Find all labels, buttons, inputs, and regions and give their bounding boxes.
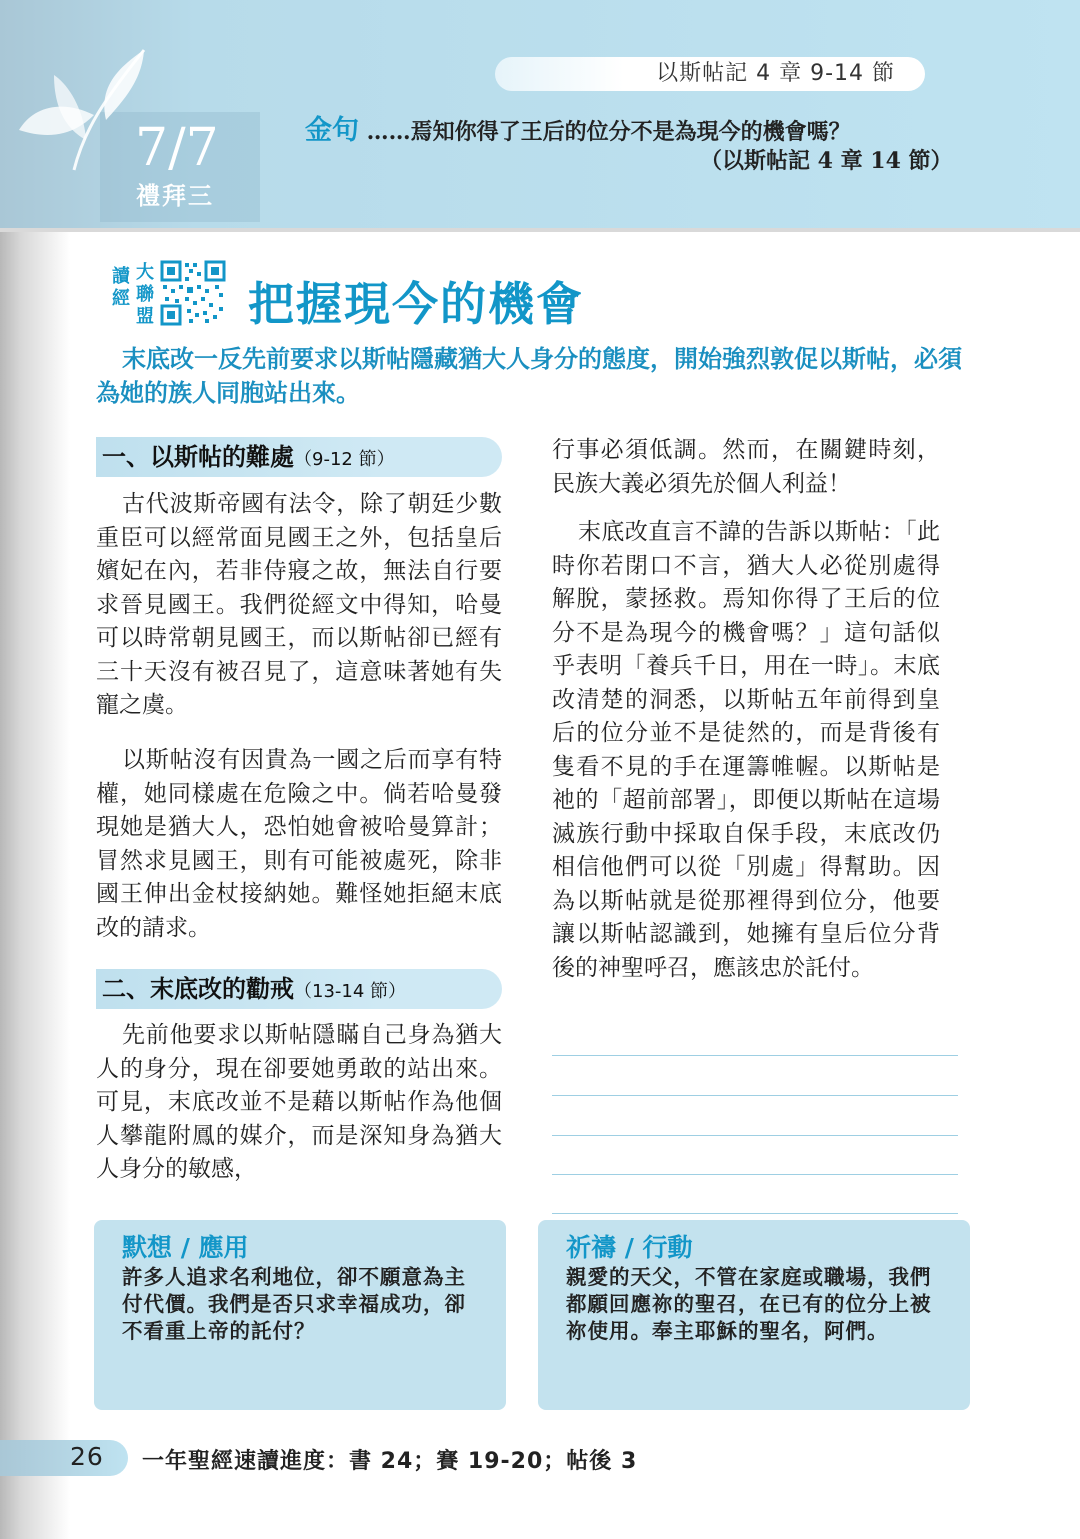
meditation-title: 默想 / 應用 bbox=[122, 1233, 249, 1262]
section1-para1: 古代波斯帝國有法令，除了朝廷少數重臣可以經常面見國王之外，包括皇后嬪妃在內，若非侍寢之故，無法自行要求晉見國王。我們從經文中得知，哈曼可以時常朝見國王，而以斯帖卻已經有三十天沒有被召見了，這意味著她有失寵之虞。 bbox=[96, 491, 502, 718]
qr-label-col2: 大聯盟 bbox=[136, 262, 154, 327]
weekday: 禮拜三 bbox=[136, 182, 214, 210]
golden-verse-text: ……焉知你得了王后的位分不是為現今的機會嗎？ bbox=[366, 119, 851, 145]
section1-para2: 以斯帖沒有因貴為一國之后而享有特權，她同樣處在危險之中。倘若哈曼發現她是猶大人，恐怕她會被哈曼算計；冒然求見國王，則有可能被處死，除非國王伸出金杖接納她。難怪她拒絕末底改的請求。 bbox=[96, 747, 502, 941]
prayer-text: 親愛的天父，不管在家庭或職場，我們都願回應祢的聖召，在已有的位分上被祢使用。奉主耶穌的聖名，阿們。 bbox=[566, 1265, 932, 1343]
date: 7/7 bbox=[135, 118, 219, 178]
section2-para1: 先前他要求以斯帖隱瞞自己身為猶大人的身分，現在卻要她勇敢的站出來。可見，末底改並不是藉以斯帖作為他個人攀龍附鳳的媒介，而是深知身為猶大人身分的敏感， bbox=[96, 1022, 502, 1182]
section1-verses: （9-12 節） bbox=[294, 449, 395, 470]
golden-verse-label: 金句 bbox=[305, 115, 359, 146]
page-number: 26 bbox=[70, 1442, 104, 1471]
reading-progress: 一年聖經速讀進度：書 24；賽 19-20；帖後 3 bbox=[142, 1449, 638, 1474]
golden-verse-ref: （以斯帖記 4 章 14 節） bbox=[700, 148, 953, 174]
prayer-title: 祈禱 / 行動 bbox=[566, 1233, 693, 1262]
section1-heading bbox=[96, 437, 502, 477]
right-col-para2: 末底改直言不諱的告訴以斯帖：「此時你若閉口不言，猶大人必從別處得解脫，蒙拯救。焉知你得了王后的位分不是為現今的機會嗎？」這句話似乎表明「養兵千日，用在一時」。末底改清楚的洞悉，以斯帖五年前得到皇后的位分並不是徒然的，而是背後有隻看不見的手在運籌帷幄。以斯帖是祂的「超前部署」，即便以斯帖在這場滅族行動中採取自保手段，末底改仍相信他們可以從「別處」得幫助。因為以斯帖就是從那裡得到位分，他要讓以斯帖認識到，她擁有皇后位分背後的神聖呼召，應該忠於託付。 bbox=[552, 519, 940, 981]
section2-verses: （13-14 節） bbox=[294, 981, 407, 1002]
meditation-box bbox=[94, 1220, 506, 1410]
golden-verse bbox=[305, 108, 965, 147]
section2-heading-text: 二、末底改的勸戒 bbox=[102, 975, 294, 1003]
notes-line bbox=[552, 1055, 958, 1056]
qr-label-col1: 讀經 bbox=[112, 266, 130, 309]
section1-heading-text: 一、以斯帖的難處 bbox=[102, 443, 294, 471]
intro-paragraph: 末底改一反先前要求以斯帖隱藏猶大人身分的態度，開始強烈敦促以斯帖，必須為她的族人同胞站出來。 bbox=[96, 345, 962, 407]
scripture-reference: 以斯帖記 4 章 9-14 節 bbox=[495, 57, 925, 91]
section2-heading bbox=[96, 969, 502, 1009]
notes-line bbox=[552, 1174, 958, 1175]
prayer-box bbox=[538, 1220, 970, 1410]
qr-code-icon[interactable] bbox=[160, 260, 226, 326]
notes-line bbox=[552, 1135, 958, 1136]
footer-band bbox=[0, 1440, 128, 1476]
header-band bbox=[0, 0, 1080, 232]
right-col-continuation: 行事必須低調。然而，在關鍵時刻，民族大義必須先於個人利益！ bbox=[552, 437, 940, 497]
meditation-text: 許多人追求名利地位，卻不願意為主付代價。我們是否只求幸福成功，卻不看重上帝的託付？ bbox=[122, 1265, 466, 1343]
notes-line bbox=[552, 1213, 958, 1214]
page-title: 把握現今的機會 bbox=[248, 277, 584, 331]
notes-line bbox=[552, 1095, 958, 1096]
